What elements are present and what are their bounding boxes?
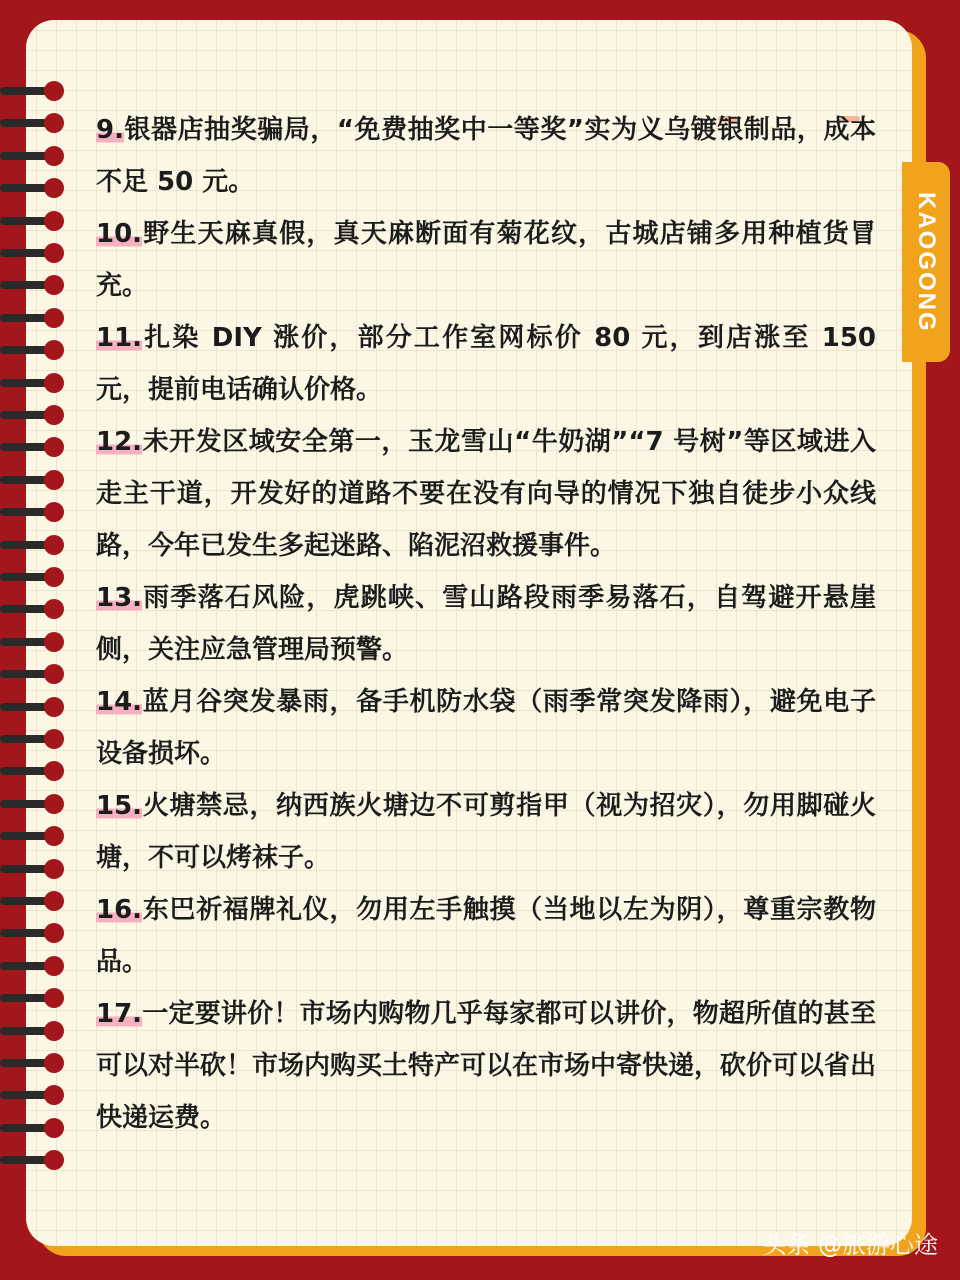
item-text: 东巴祈福牌礼仪，勿用左手触摸（当地以左为阴），尊重宗教物品。 <box>96 895 876 977</box>
spiral-ring <box>0 955 70 977</box>
spiral-ring <box>0 177 70 199</box>
item-text: 野生天麻真假，真天麻断面有菊花纹，古城店铺多用种植货冒充。 <box>96 219 876 301</box>
watermark-caption: 头条 @旅游心途 <box>762 1231 938 1259</box>
spiral-ring <box>0 825 70 847</box>
item-text: 未开发区域安全第一，玉龙雪山“牛奶湖”“7 号树”等区域进入走主干道，开发好的道路不要在没有向导的情况下独自徒步小众线路，今年已发生多起迷路、陷泥沼救援事件。 <box>96 427 876 561</box>
spiral-ring <box>0 339 70 361</box>
list-item <box>96 780 876 884</box>
spiral-ring <box>0 1117 70 1139</box>
spiral-ring <box>0 1020 70 1042</box>
side-tab-label: KAOGONG <box>913 191 940 333</box>
spiral-ring <box>0 631 70 653</box>
spiral-ring <box>0 1149 70 1171</box>
item-text: 一定要讲价！市场内购物几乎每家都可以讲价，物超所值的甚至可以对半砍！市场内购买土特产可以在市场中寄快递，砍价可以省出快递运费。 <box>96 999 877 1133</box>
spiral-ring <box>0 922 70 944</box>
item-number: 16. <box>96 895 143 925</box>
list-item <box>96 988 876 1144</box>
spiral-ring <box>0 663 70 685</box>
spiral-binding <box>0 0 80 1280</box>
list-item <box>96 416 876 572</box>
item-number: 9. <box>96 115 124 145</box>
spiral-ring <box>0 404 70 426</box>
spiral-ring <box>0 890 70 912</box>
spiral-ring <box>0 1084 70 1106</box>
item-number: 11. <box>96 323 143 353</box>
item-number: 15. <box>96 791 143 821</box>
spiral-ring <box>0 598 70 620</box>
list-item <box>96 312 876 416</box>
spiral-ring <box>0 793 70 815</box>
spiral-ring <box>0 760 70 782</box>
list-item <box>96 884 876 988</box>
item-number: 12. <box>96 427 143 457</box>
spiral-ring <box>0 145 70 167</box>
spiral-ring <box>0 242 70 264</box>
item-text: 银器店抽奖骗局，“免费抽奖中一等奖”实为义乌镀银制品，成本不足 50 元。 <box>96 115 876 197</box>
item-number: 10. <box>96 219 143 249</box>
spiral-ring <box>0 566 70 588</box>
item-text: 火塘禁忌，纳西族火塘边不可剪指甲（视为招灾），勿用脚碰火塘，不可以烤袜子。 <box>96 791 876 873</box>
spiral-ring <box>0 436 70 458</box>
item-text: 扎染 DIY 涨价，部分工作室网标价 80 元，到店涨至 150 元，提前电话确认价格。 <box>96 323 876 405</box>
item-text: 雨季落石风险，虎跳峡、雪山路段雨季易落石，自驾避开悬崖侧，关注应急管理局预警。 <box>96 583 876 665</box>
tips-list <box>96 104 876 1144</box>
spiral-ring <box>0 696 70 718</box>
spiral-ring <box>0 501 70 523</box>
spiral-ring <box>0 728 70 750</box>
spiral-ring <box>0 307 70 329</box>
list-item <box>96 676 876 780</box>
spiral-ring <box>0 210 70 232</box>
item-number: 14. <box>96 687 143 717</box>
spiral-ring <box>0 112 70 134</box>
spiral-ring <box>0 1052 70 1074</box>
list-item <box>96 572 876 676</box>
spiral-ring <box>0 469 70 491</box>
spiral-ring <box>0 274 70 296</box>
list-item <box>96 104 876 208</box>
spiral-ring <box>0 372 70 394</box>
side-tab <box>902 162 950 362</box>
list-item <box>96 208 876 312</box>
spiral-ring <box>0 858 70 880</box>
item-number: 13. <box>96 583 143 613</box>
item-number: 17. <box>96 999 143 1029</box>
spiral-ring <box>0 80 70 102</box>
spiral-ring <box>0 987 70 1009</box>
spiral-ring <box>0 534 70 556</box>
item-text: 蓝月谷突发暴雨，备手机防水袋（雨季常突发降雨），避免电子设备损坏。 <box>96 687 876 769</box>
